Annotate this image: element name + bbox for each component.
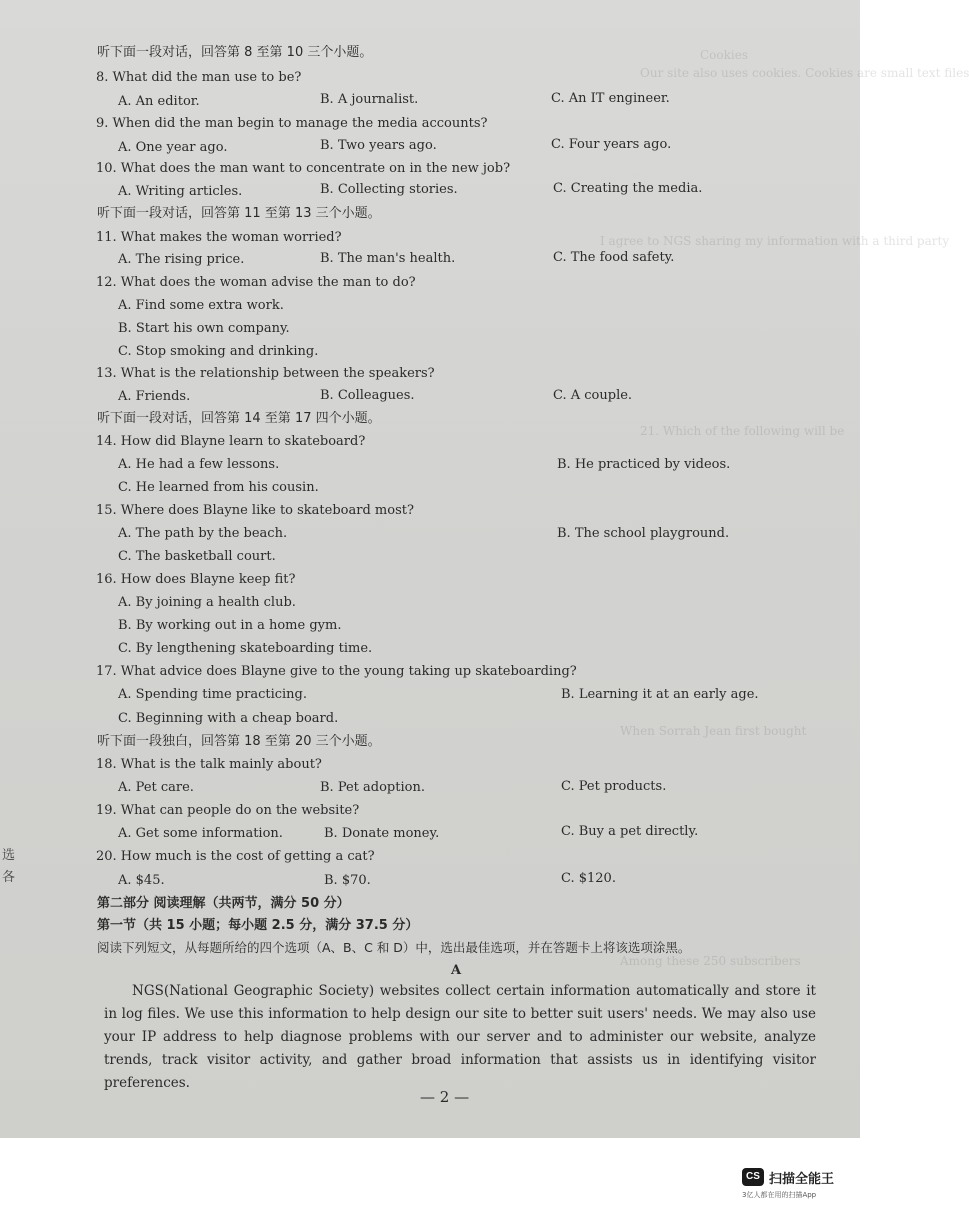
option-b: B. The school playground.	[557, 526, 730, 541]
bleed-through-text: I agree to NGS sharing my information with a third party	[600, 234, 950, 248]
brand-name: 扫描全能王	[769, 1172, 835, 1187]
option-a: A. One year ago.	[118, 140, 228, 155]
bleed-through-text: Our site also uses cookies. Cookies are small text files	[640, 66, 969, 80]
option-a: A. Get some information.	[118, 826, 283, 841]
bleed-through-text: Cookies	[700, 48, 748, 62]
option-a: A. Pet care.	[118, 780, 194, 795]
option-c: C. Four years ago.	[551, 137, 672, 152]
bleed-through-text: 21. Which of the following will be	[640, 424, 845, 438]
option-c: C. Buy a pet directly.	[561, 824, 699, 839]
option-b: B. A journalist.	[320, 92, 419, 107]
option-c: C. Stop smoking and drinking.	[118, 344, 319, 359]
section-heading: 听下面一段对话，回答第 11 至第 13 三个小题。	[97, 206, 381, 221]
margin-mark: 选	[2, 848, 16, 863]
question-16: 16. How does Blayne keep fit?	[96, 572, 296, 587]
bleed-through-text: Among these 250 subscribers	[620, 954, 801, 968]
option-a: A. Friends.	[118, 389, 191, 404]
question-11: 11. What makes the woman worried?	[96, 230, 342, 245]
option-a: A. Writing articles.	[118, 184, 243, 199]
option-c: C. The basketball court.	[118, 549, 276, 564]
option-c: C. An IT engineer.	[551, 91, 670, 106]
section-heading: 第一节（共 15 小题；每小题 2.5 分，满分 37.5 分）	[97, 918, 419, 933]
option-b: B. Colleagues.	[320, 388, 415, 403]
question-8: 8. What did the man use to be?	[96, 70, 302, 85]
cs-logo-icon: CS	[742, 1168, 764, 1186]
brand-tagline: 3亿人都在用的扫描App	[742, 1191, 817, 1199]
option-c: C. Creating the media.	[553, 181, 703, 196]
question-10: 10. What does the man want to concentrate on in the new job?	[96, 161, 511, 176]
question-19: 19. What can people do on the website?	[96, 803, 360, 818]
passage-label: A	[451, 963, 462, 978]
option-c: C. $120.	[561, 871, 616, 886]
option-c: C. The food safety.	[553, 250, 675, 265]
option-a: A. An editor.	[118, 94, 200, 109]
option-a: A. $45.	[118, 873, 165, 888]
option-b: B. He practiced by videos.	[557, 457, 731, 472]
option-a: A. The path by the beach.	[118, 526, 288, 541]
option-b: B. Learning it at an early age.	[561, 687, 759, 702]
option-a: A. The rising price.	[118, 252, 245, 267]
option-a: A. Find some extra work.	[118, 298, 284, 313]
question-9: 9. When did the man begin to manage the media accounts?	[96, 116, 488, 131]
page-number: — 2 —	[420, 1088, 470, 1106]
section-heading: 听下面一段独白，回答第 18 至第 20 三个小题。	[97, 734, 381, 749]
option-c: C. A couple.	[553, 388, 633, 403]
option-c: C. Pet products.	[561, 779, 667, 794]
option-b: B. By working out in a home gym.	[118, 618, 342, 633]
bleed-through-text: When Sorrah Jean first bought	[620, 724, 807, 738]
option-b: B. Two years ago.	[320, 138, 437, 153]
option-b: B. Collecting stories.	[320, 182, 458, 197]
option-a: A. Spending time practicing.	[118, 687, 308, 702]
section-heading: 听下面一段对话，回答第 14 至第 17 四个小题。	[97, 411, 381, 426]
option-b: B. $70.	[324, 873, 371, 888]
passage-text: NGS(National Geographic Society) websites collect certain information automatically and store it in log files. We use this information to help design our site to better suit users' needs. We may also use your IP address to help diagnose problems with our server and to administer our website, analyze trends, track visitor activity, and gather broad information that assists us in identifying visitor preferences.	[104, 983, 816, 1091]
instructions: 阅读下列短文，从每题所给的四个选项（A、B、C 和 D）中，选出最佳选项，并在答题卡上将该选项涂黑。	[97, 940, 691, 955]
option-b: B. Donate money.	[324, 826, 440, 841]
option-b: B. Start his own company.	[118, 321, 290, 336]
question-13: 13. What is the relationship between the speakers?	[96, 366, 435, 381]
part-heading: 第二部分 阅读理解（共两节，满分 50 分）	[97, 896, 350, 911]
question-15: 15. Where does Blayne like to skateboard most?	[96, 503, 414, 518]
option-a: A. He had a few lessons.	[118, 457, 280, 472]
option-c: C. By lengthening skateboarding time.	[118, 641, 373, 656]
option-c: C. Beginning with a cheap board.	[118, 711, 339, 726]
margin-mark: 各	[2, 870, 16, 885]
question-14: 14. How did Blayne learn to skateboard?	[96, 434, 366, 449]
option-a: A. By joining a health club.	[118, 595, 296, 610]
question-18: 18. What is the talk mainly about?	[96, 757, 322, 772]
option-c: C. He learned from his cousin.	[118, 480, 319, 495]
question-20: 20. How much is the cost of getting a cat?	[96, 849, 375, 864]
option-b: B. Pet adoption.	[320, 780, 425, 795]
question-17: 17. What advice does Blayne give to the young taking up skateboarding?	[96, 664, 577, 679]
option-b: B. The man's health.	[320, 251, 456, 266]
section-heading: 听下面一段对话，回答第 8 至第 10 三个小题。	[97, 45, 373, 60]
question-12: 12. What does the woman advise the man to do?	[96, 275, 416, 290]
